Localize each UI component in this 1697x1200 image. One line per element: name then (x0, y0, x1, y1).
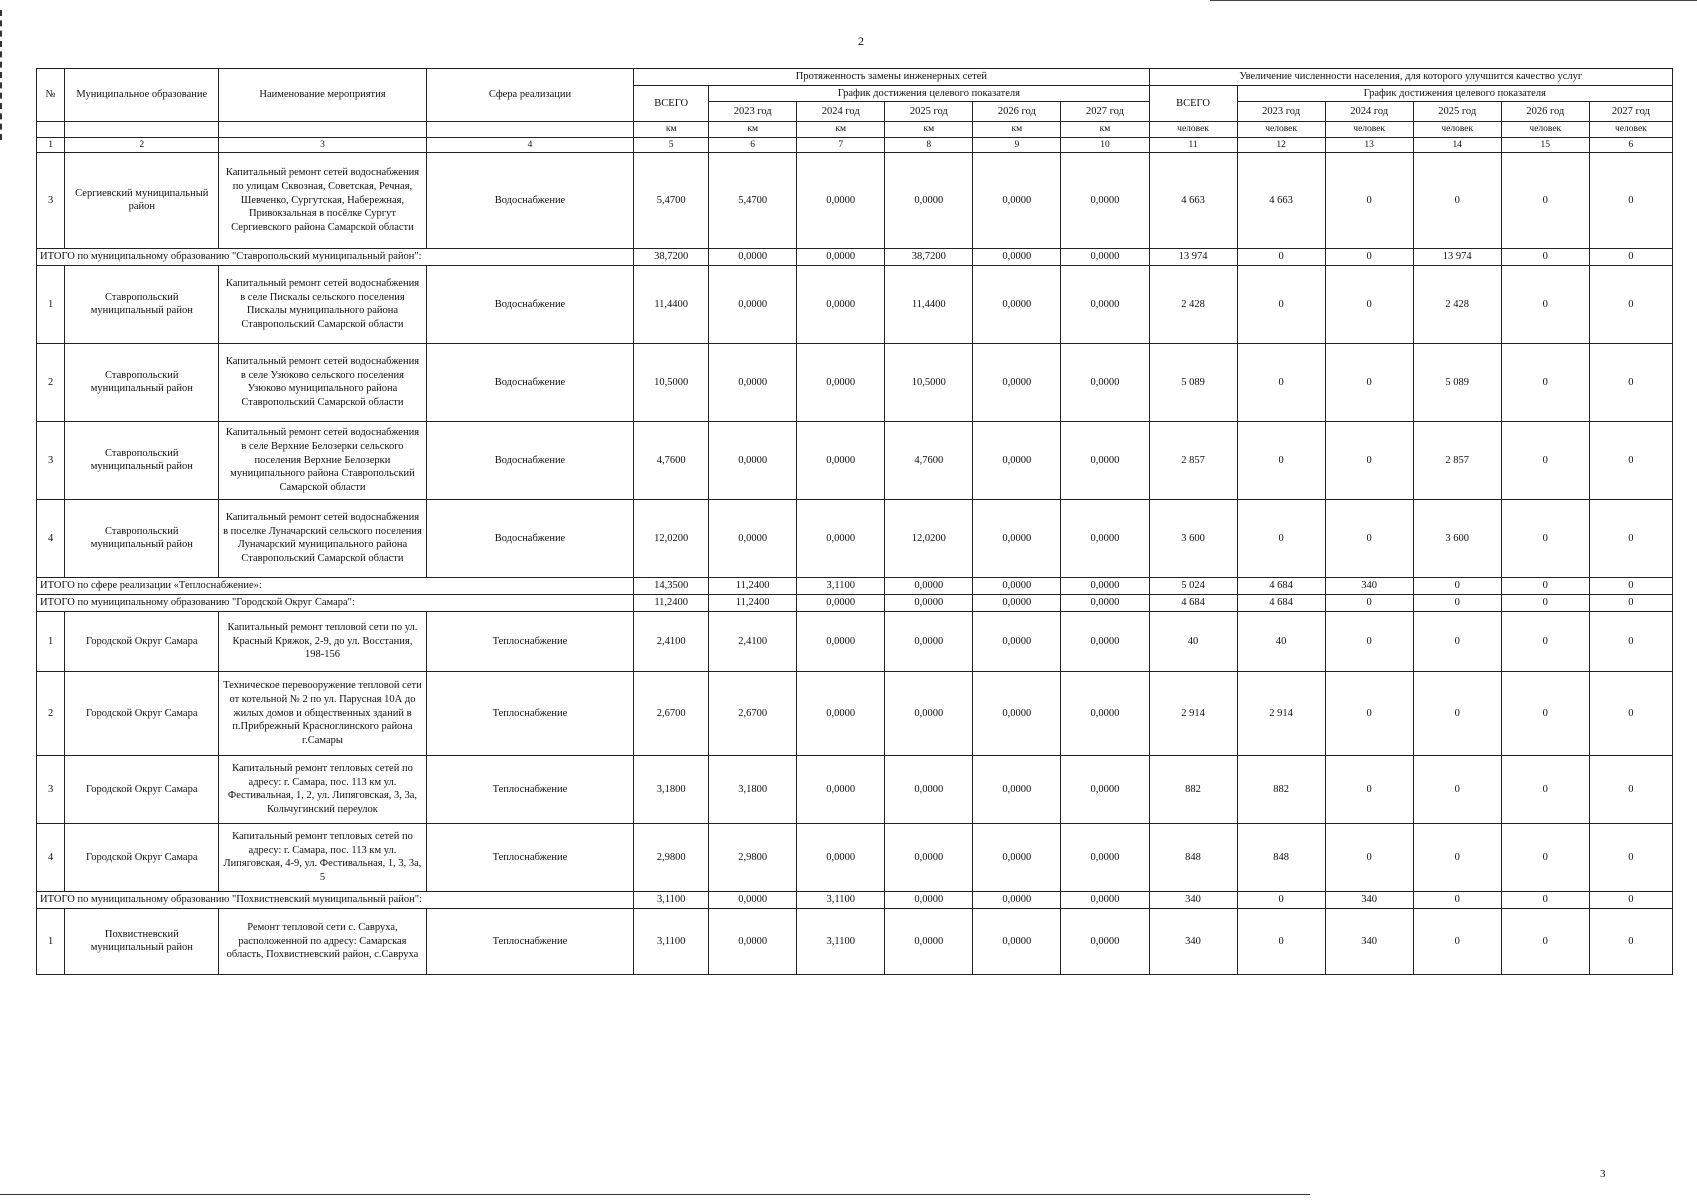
km-total-cell: 3,1100 (634, 891, 709, 908)
people-year-cell: 0 (1501, 343, 1589, 421)
km-total-cell: 12,0200 (634, 499, 709, 577)
people-year-cell: 0 (1237, 891, 1325, 908)
people-total-cell: 2 428 (1149, 265, 1237, 343)
row-number: 4 (37, 823, 65, 891)
table-row (37, 421, 1673, 499)
km-year-cell: 0,0000 (885, 594, 973, 611)
event-name-cell: Капитальный ремонт тепловой сети по ул. Красный Кряжок, 2-9, до ул. Восстания, 198-156 (219, 611, 427, 671)
people-year-cell: 13 974 (1413, 248, 1501, 265)
people-year-cell: 0 (1501, 152, 1589, 248)
km-year-cell: 0,0000 (1061, 755, 1149, 823)
people-year-cell: 0 (1413, 152, 1501, 248)
km-year-cell: 0,0000 (973, 611, 1061, 671)
unit-km: км (885, 122, 973, 137)
km-year-cell: 0,0000 (1061, 265, 1149, 343)
people-total-cell: 4 684 (1149, 594, 1237, 611)
unit-km: км (634, 122, 709, 137)
people-year-cell: 0 (1325, 611, 1413, 671)
km-year-cell: 0,0000 (885, 611, 973, 671)
people-year-cell: 2 914 (1237, 671, 1325, 755)
total-row (37, 577, 1673, 594)
people-year-cell: 882 (1237, 755, 1325, 823)
people-year-cell: 0 (1501, 265, 1589, 343)
people-year-cell: 4 684 (1237, 577, 1325, 594)
sphere-cell: Водоснабжение (426, 499, 634, 577)
sphere-cell: Водоснабжение (426, 343, 634, 421)
km-year-cell: 0,0000 (973, 908, 1061, 974)
header-people-year-2027: 2027 год (1589, 102, 1672, 122)
header-event: Наименование мероприятия (219, 69, 427, 122)
km-year-cell: 0,0000 (973, 499, 1061, 577)
km-year-cell: 0,0000 (1061, 594, 1149, 611)
km-year-cell: 0,0000 (885, 908, 973, 974)
unit-cell-empty (65, 122, 219, 137)
event-name-cell: Ремонт тепловой сети с. Савруха, расположенной по адресу: Самарская область, Похвистневский район, с.Савруха (219, 908, 427, 974)
municipality-cell: Городской Округ Самара (65, 611, 219, 671)
people-year-cell: 0 (1325, 499, 1413, 577)
header-length-schedule: График достижения целевого показателя (709, 85, 1149, 102)
table-row (37, 343, 1673, 421)
table-row (37, 908, 1673, 974)
unit-km: км (973, 122, 1061, 137)
km-year-cell: 0,0000 (797, 594, 885, 611)
km-year-cell: 0,0000 (797, 823, 885, 891)
km-year-cell: 3,1800 (709, 755, 797, 823)
km-year-cell: 2,4100 (709, 611, 797, 671)
people-year-cell: 0 (1413, 891, 1501, 908)
people-year-cell: 0 (1589, 152, 1672, 248)
km-year-cell: 0,0000 (973, 265, 1061, 343)
people-total-cell: 882 (1149, 755, 1237, 823)
people-total-cell: 340 (1149, 891, 1237, 908)
km-year-cell: 0,0000 (973, 343, 1061, 421)
people-year-cell: 0 (1589, 671, 1672, 755)
people-year-cell: 0 (1413, 755, 1501, 823)
people-year-cell: 0 (1501, 421, 1589, 499)
header-km-year-2027: 2027 год (1061, 102, 1149, 122)
people-year-cell: 0 (1413, 577, 1501, 594)
people-year-cell: 0 (1325, 265, 1413, 343)
km-year-cell: 0,0000 (973, 248, 1061, 265)
people-year-cell: 0 (1237, 421, 1325, 499)
column-number: 15 (1501, 137, 1589, 152)
header-people-year-2025: 2025 год (1413, 102, 1501, 122)
row-number: 1 (37, 265, 65, 343)
people-total-cell: 40 (1149, 611, 1237, 671)
km-year-cell: 0,0000 (709, 499, 797, 577)
km-total-cell: 4,7600 (634, 421, 709, 499)
people-year-cell: 0 (1501, 577, 1589, 594)
km-year-cell: 0,0000 (885, 671, 973, 755)
row-number: 2 (37, 671, 65, 755)
people-year-cell: 0 (1237, 499, 1325, 577)
header-population-total: ВСЕГО (1149, 85, 1237, 122)
event-name-cell: Капитальный ремонт тепловых сетей по адресу: г. Самара, пос. 113 км ул. Липяговская, 4-9, ул. Фестивальная, 1, 3, 3а, 5 (219, 823, 427, 891)
total-label: ИТОГО по сфере реализации «Теплоснабжение»: (37, 577, 634, 594)
header-people-year-2026: 2026 год (1501, 102, 1589, 122)
total-row (37, 891, 1673, 908)
header-km-year-2026: 2026 год (973, 102, 1061, 122)
header-people-year-2024: 2024 год (1325, 102, 1413, 122)
people-total-cell: 4 663 (1149, 152, 1237, 248)
column-number: 9 (973, 137, 1061, 152)
km-total-cell: 3,1100 (634, 908, 709, 974)
total-label: ИТОГО по муниципальному образованию "Ставропольский муниципальный район": (37, 248, 634, 265)
km-year-cell: 3,1100 (797, 908, 885, 974)
people-year-cell: 0 (1413, 611, 1501, 671)
people-year-cell: 0 (1501, 755, 1589, 823)
table-row (37, 152, 1673, 248)
table-row (37, 671, 1673, 755)
km-year-cell: 11,4400 (885, 265, 973, 343)
total-label: ИТОГО по муниципальному образованию "Городской Округ Самара": (37, 594, 634, 611)
km-year-cell: 0,0000 (797, 152, 885, 248)
municipality-cell: Ставропольский муниципальный район (65, 499, 219, 577)
table-row (37, 823, 1673, 891)
people-year-cell: 4 684 (1237, 594, 1325, 611)
people-year-cell: 0 (1589, 823, 1672, 891)
km-year-cell: 0,0000 (973, 671, 1061, 755)
municipality-cell: Ставропольский муниципальный район (65, 343, 219, 421)
km-total-cell: 38,7200 (634, 248, 709, 265)
municipality-cell: Похвистневский муниципальный район (65, 908, 219, 974)
km-total-cell: 11,2400 (634, 594, 709, 611)
km-year-cell: 11,2400 (709, 577, 797, 594)
column-number: 4 (426, 137, 634, 152)
column-number: 6 (1589, 137, 1672, 152)
km-year-cell: 0,0000 (1061, 671, 1149, 755)
km-year-cell: 0,0000 (1061, 152, 1149, 248)
sphere-cell: Водоснабжение (426, 152, 634, 248)
people-total-cell: 13 974 (1149, 248, 1237, 265)
column-number: 5 (634, 137, 709, 152)
unit-cell-empty (37, 122, 65, 137)
km-year-cell: 0,0000 (973, 755, 1061, 823)
row-number: 1 (37, 908, 65, 974)
people-year-cell: 0 (1589, 891, 1672, 908)
column-number: 2 (65, 137, 219, 152)
sphere-cell: Водоснабжение (426, 421, 634, 499)
people-total-cell: 2 857 (1149, 421, 1237, 499)
people-year-cell: 0 (1589, 343, 1672, 421)
table-row (37, 755, 1673, 823)
people-year-cell: 0 (1501, 499, 1589, 577)
sphere-cell: Теплоснабжение (426, 611, 634, 671)
people-year-cell: 3 600 (1413, 499, 1501, 577)
header-length-total: ВСЕГО (634, 85, 709, 122)
people-year-cell: 0 (1589, 577, 1672, 594)
people-total-cell: 3 600 (1149, 499, 1237, 577)
people-year-cell: 0 (1413, 823, 1501, 891)
row-number: 2 (37, 343, 65, 421)
km-year-cell: 0,0000 (973, 594, 1061, 611)
km-year-cell: 0,0000 (797, 343, 885, 421)
km-total-cell: 2,9800 (634, 823, 709, 891)
people-year-cell: 0 (1325, 671, 1413, 755)
municipality-cell: Городской Округ Самара (65, 823, 219, 891)
people-year-cell: 0 (1501, 594, 1589, 611)
km-year-cell: 0,0000 (973, 152, 1061, 248)
km-total-cell: 14,3500 (634, 577, 709, 594)
event-name-cell: Капитальный ремонт сетей водоснабжения в селе Узюково сельского поселения Узюково муниципального района Ставропольский Самарской области (219, 343, 427, 421)
people-year-cell: 0 (1501, 823, 1589, 891)
people-year-cell: 0 (1501, 908, 1589, 974)
people-total-cell: 5 089 (1149, 343, 1237, 421)
km-total-cell: 2,6700 (634, 671, 709, 755)
sphere-cell: Теплоснабжение (426, 823, 634, 891)
km-year-cell: 0,0000 (797, 755, 885, 823)
header-sphere: Сфера реализации (426, 69, 634, 122)
header-km-year-2023: 2023 год (709, 102, 797, 122)
table-row (37, 265, 1673, 343)
header-no: № (37, 69, 65, 122)
people-year-cell: 2 857 (1413, 421, 1501, 499)
people-year-cell: 0 (1325, 152, 1413, 248)
header-people-year-2023: 2023 год (1237, 102, 1325, 122)
column-number: 14 (1413, 137, 1501, 152)
people-year-cell: 0 (1325, 421, 1413, 499)
sphere-cell: Теплоснабжение (426, 755, 634, 823)
km-total-cell: 5,4700 (634, 152, 709, 248)
km-year-cell: 0,0000 (973, 823, 1061, 891)
unit-people: человек (1589, 122, 1672, 137)
km-year-cell: 0,0000 (1061, 823, 1149, 891)
km-year-cell: 0,0000 (1061, 421, 1149, 499)
municipality-cell: Сергиевский муниципальный район (65, 152, 219, 248)
column-number: 3 (219, 137, 427, 152)
people-year-cell: 340 (1325, 908, 1413, 974)
km-year-cell: 2,9800 (709, 823, 797, 891)
sphere-cell: Теплоснабжение (426, 671, 634, 755)
km-total-cell: 11,4400 (634, 265, 709, 343)
km-year-cell: 11,2400 (709, 594, 797, 611)
people-year-cell: 0 (1413, 908, 1501, 974)
km-year-cell: 0,0000 (885, 755, 973, 823)
municipality-cell: Городской Округ Самара (65, 755, 219, 823)
km-year-cell: 10,5000 (885, 343, 973, 421)
km-year-cell: 0,0000 (885, 891, 973, 908)
people-year-cell: 0 (1325, 248, 1413, 265)
people-year-cell: 0 (1413, 594, 1501, 611)
km-total-cell: 3,1800 (634, 755, 709, 823)
km-year-cell: 12,0200 (885, 499, 973, 577)
total-row (37, 594, 1673, 611)
km-year-cell: 0,0000 (1061, 908, 1149, 974)
unit-people: человек (1149, 122, 1237, 137)
km-year-cell: 4,7600 (885, 421, 973, 499)
people-year-cell: 0 (1501, 248, 1589, 265)
people-year-cell: 0 (1589, 499, 1672, 577)
people-total-cell: 5 024 (1149, 577, 1237, 594)
total-row (37, 248, 1673, 265)
municipality-cell: Городской Округ Самара (65, 671, 219, 755)
people-year-cell: 0 (1501, 611, 1589, 671)
km-year-cell: 0,0000 (709, 343, 797, 421)
people-year-cell: 0 (1237, 343, 1325, 421)
km-year-cell: 0,0000 (797, 671, 885, 755)
people-year-cell: 5 089 (1413, 343, 1501, 421)
table-row (37, 611, 1673, 671)
km-year-cell: 0,0000 (885, 823, 973, 891)
people-year-cell: 0 (1237, 908, 1325, 974)
results-table (36, 68, 1673, 975)
total-label: ИТОГО по муниципальному образованию "Похвистневский муниципальный район": (37, 891, 634, 908)
people-year-cell: 0 (1325, 755, 1413, 823)
people-year-cell: 2 428 (1413, 265, 1501, 343)
header-km-year-2024: 2024 год (797, 102, 885, 122)
km-year-cell: 5,4700 (709, 152, 797, 248)
people-year-cell: 0 (1325, 823, 1413, 891)
scan-edge-bottom (0, 1194, 1310, 1195)
header-population-schedule: График достижения целевого показателя (1237, 85, 1672, 102)
table-row (37, 499, 1673, 577)
row-number: 3 (37, 755, 65, 823)
unit-people: человек (1237, 122, 1325, 137)
event-name-cell: Капитальный ремонт сетей водоснабжения в поселке Луначарский сельского поселения Луначарский муниципального района Ставропольский Самарской области (219, 499, 427, 577)
row-number: 1 (37, 611, 65, 671)
column-number: 10 (1061, 137, 1149, 152)
people-year-cell: 0 (1589, 611, 1672, 671)
km-year-cell: 0,0000 (885, 152, 973, 248)
people-year-cell: 4 663 (1237, 152, 1325, 248)
page-number: 2 (858, 34, 864, 48)
km-year-cell: 0,0000 (709, 891, 797, 908)
people-year-cell: 0 (1237, 265, 1325, 343)
km-year-cell: 0,0000 (973, 577, 1061, 594)
event-name-cell: Капитальный ремонт сетей водоснабжения в селе Верхние Белозерки сельского поселения Верхние Белозерки муниципального района Ставропольский Самарской области (219, 421, 427, 499)
people-year-cell: 848 (1237, 823, 1325, 891)
people-total-cell: 848 (1149, 823, 1237, 891)
km-year-cell: 0,0000 (797, 248, 885, 265)
people-year-cell: 0 (1501, 891, 1589, 908)
event-name-cell: Капитальный ремонт сетей водоснабжения в селе Пискалы сельского поселения Пискалы муниципального района Ставропольский Самарской области (219, 265, 427, 343)
sphere-cell: Водоснабжение (426, 265, 634, 343)
people-total-cell: 2 914 (1149, 671, 1237, 755)
km-year-cell: 0,0000 (1061, 499, 1149, 577)
event-name-cell: Техническое перевооружение тепловой сети от котельной № 2 по ул. Парусная 10А до жилых домов и общественных зданий в п.Прибрежный Красноглинского района г.Самары (219, 671, 427, 755)
unit-people: человек (1413, 122, 1501, 137)
km-year-cell: 0,0000 (709, 421, 797, 499)
people-year-cell: 0 (1589, 908, 1672, 974)
km-year-cell: 2,6700 (709, 671, 797, 755)
km-year-cell: 0,0000 (1061, 577, 1149, 594)
km-year-cell: 0,0000 (797, 611, 885, 671)
km-year-cell: 0,0000 (1061, 891, 1149, 908)
km-year-cell: 0,0000 (885, 577, 973, 594)
people-year-cell: 0 (1237, 248, 1325, 265)
column-number: 8 (885, 137, 973, 152)
km-year-cell: 0,0000 (709, 908, 797, 974)
column-number: 7 (797, 137, 885, 152)
unit-cell-empty (219, 122, 427, 137)
km-year-cell: 0,0000 (1061, 611, 1149, 671)
people-year-cell: 0 (1325, 594, 1413, 611)
people-year-cell: 340 (1325, 577, 1413, 594)
unit-people: человек (1325, 122, 1413, 137)
km-year-cell: 0,0000 (709, 265, 797, 343)
km-total-cell: 10,5000 (634, 343, 709, 421)
sphere-cell: Теплоснабжение (426, 908, 634, 974)
unit-km: км (709, 122, 797, 137)
event-name-cell: Капитальный ремонт сетей водоснабжения по улицам Сквозная, Советская, Речная, Шевченко, Сургутская, Набережная, Привокзальная в посёлке Сургут Сергиевского района Самарской области (219, 152, 427, 248)
row-number: 3 (37, 152, 65, 248)
km-year-cell: 0,0000 (973, 891, 1061, 908)
row-number: 4 (37, 499, 65, 577)
km-year-cell: 0,0000 (709, 248, 797, 265)
municipality-cell: Ставропольский муниципальный район (65, 421, 219, 499)
km-year-cell: 0,0000 (1061, 248, 1149, 265)
unit-km: км (1061, 122, 1149, 137)
column-number: 6 (709, 137, 797, 152)
people-year-cell: 0 (1413, 671, 1501, 755)
column-number: 12 (1237, 137, 1325, 152)
column-number: 13 (1325, 137, 1413, 152)
municipality-cell: Ставропольский муниципальный район (65, 265, 219, 343)
people-year-cell: 0 (1501, 671, 1589, 755)
column-number: 11 (1149, 137, 1237, 152)
people-year-cell: 0 (1589, 265, 1672, 343)
people-year-cell: 340 (1325, 891, 1413, 908)
scan-edge-left (0, 10, 4, 140)
km-year-cell: 0,0000 (1061, 343, 1149, 421)
unit-people: человек (1501, 122, 1589, 137)
page-number-bottom: 3 (1600, 1168, 1606, 1180)
km-total-cell: 2,4100 (634, 611, 709, 671)
row-number: 3 (37, 421, 65, 499)
header-km-year-2025: 2025 год (885, 102, 973, 122)
unit-cell-empty (426, 122, 634, 137)
km-year-cell: 3,1100 (797, 891, 885, 908)
people-total-cell: 340 (1149, 908, 1237, 974)
km-year-cell: 0,0000 (797, 499, 885, 577)
km-year-cell: 3,1100 (797, 577, 885, 594)
people-year-cell: 0 (1589, 421, 1672, 499)
km-year-cell: 0,0000 (797, 421, 885, 499)
people-year-cell: 0 (1589, 594, 1672, 611)
header-population-group: Увеличение численности населения, для которого улучшится качество услуг (1149, 69, 1672, 86)
scan-edge-top (1210, 0, 1697, 1)
km-year-cell: 38,7200 (885, 248, 973, 265)
km-year-cell: 0,0000 (797, 265, 885, 343)
km-year-cell: 0,0000 (973, 421, 1061, 499)
header-length-group: Протяженность замены инженерных сетей (634, 69, 1149, 86)
column-number: 1 (37, 137, 65, 152)
header-municipality: Муниципальное образование (65, 69, 219, 122)
people-year-cell: 0 (1325, 343, 1413, 421)
people-year-cell: 40 (1237, 611, 1325, 671)
people-year-cell: 0 (1589, 755, 1672, 823)
event-name-cell: Капитальный ремонт тепловых сетей по адресу: г. Самара, пос. 113 км ул. Фестивальная, 1, 2, ул. Липяговская, 3, 3а, Кольчугинский переулок (219, 755, 427, 823)
unit-km: км (797, 122, 885, 137)
people-year-cell: 0 (1589, 248, 1672, 265)
